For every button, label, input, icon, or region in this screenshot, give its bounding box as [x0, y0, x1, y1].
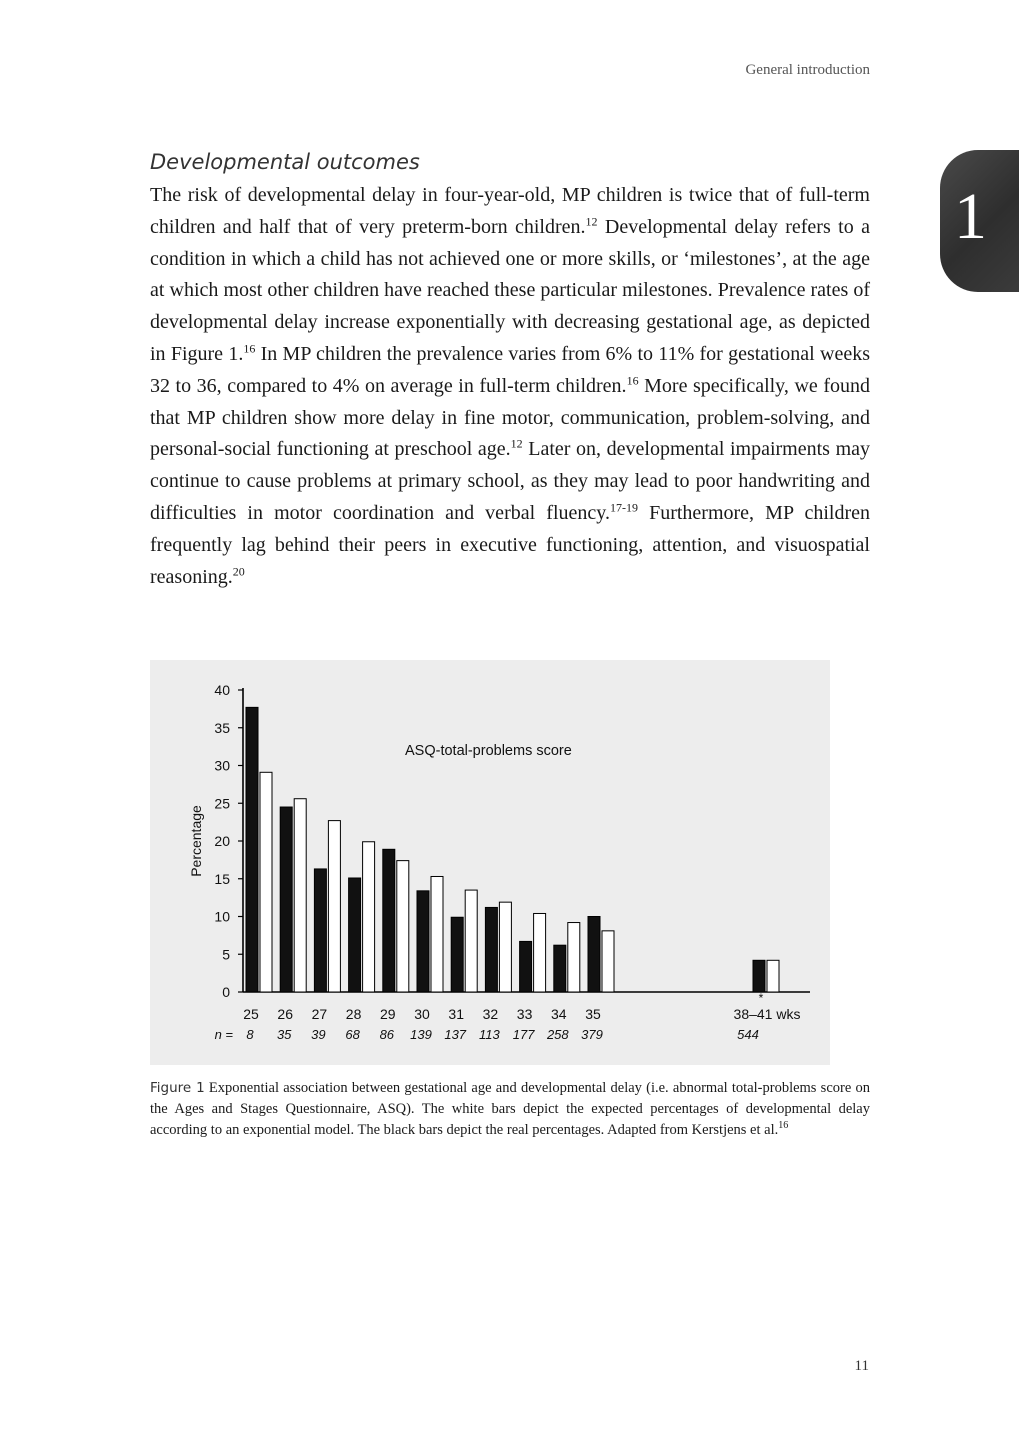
x-tick-label: 28 [345, 1006, 362, 1022]
y-tick-label: 25 [214, 795, 230, 812]
bar-observed [349, 878, 361, 992]
body-paragraph [150, 180, 870, 593]
bar-chart [150, 660, 830, 1065]
x-tick-label: 29 [380, 1006, 396, 1022]
n-value: 35 [276, 1027, 292, 1042]
chapter-tab [940, 150, 1019, 292]
bar-observed [753, 960, 765, 992]
caption-label: Figure 1 [150, 1080, 205, 1096]
bar-observed [383, 849, 395, 992]
y-axis-label: Percentage [188, 805, 204, 877]
bar-observed [246, 707, 258, 992]
bar-observed [280, 807, 292, 992]
bar-expected [363, 842, 375, 992]
n-value: 8 [246, 1027, 254, 1042]
bar-expected [568, 923, 580, 992]
chapter-number: 1 [954, 180, 987, 253]
bar-expected [260, 772, 272, 992]
n-value: 39 [311, 1027, 326, 1042]
x-tick-label: 25 [243, 1006, 259, 1022]
y-tick-label: 40 [214, 682, 230, 698]
y-tick-label: 5 [222, 946, 230, 963]
bar-expected [431, 876, 443, 992]
x-tick-label: 32 [482, 1006, 499, 1022]
bar-observed [554, 945, 566, 992]
paragraph-text: More specifically, we found that MP children show more delay in fine motor, communication, problem-solving, and personal-social functioning at preschool age. [150, 374, 870, 461]
x-tick-label: 35 [585, 1006, 601, 1022]
paragraph-text: Furthermore, MP children frequently lag behind their peers in executive functioning, attention, and visuospatial reasoning. [150, 501, 870, 588]
bar-observed [417, 891, 429, 992]
x-tick-label: 38–41 wks [733, 1006, 801, 1022]
y-tick-label: 20 [214, 833, 230, 849]
bar-observed [588, 917, 600, 993]
figure-caption [150, 1078, 870, 1141]
n-value: 139 [410, 1027, 432, 1042]
page-number: 11 [854, 1358, 869, 1374]
x-tick-label: 31 [448, 1006, 464, 1022]
bar-expected [294, 799, 306, 992]
bar-observed [451, 917, 463, 992]
x-tick-label: 34 [551, 1006, 567, 1022]
n-value: 137 [444, 1027, 467, 1042]
citation-superscript: 16 [243, 341, 256, 356]
x-tick-label: 30 [414, 1006, 430, 1022]
x-tick-label: 33 [516, 1006, 533, 1022]
citation-superscript: 20 [232, 563, 245, 578]
n-value: 177 [512, 1027, 535, 1042]
paragraph-text: Developmental delay refers to a condition in which a child has not achieved one or more skills, or ‘milestones’, at the age at which most other children have reached these particular milestones. Prevalence rates of developmental delay increase exponentially with decreasing gestational age, as depicted in Figure 1. [150, 215, 870, 365]
citation-superscript: 16 [626, 373, 639, 388]
running-head: General introduction [745, 62, 870, 78]
bar-expected [328, 821, 340, 992]
y-tick-label: 0 [222, 984, 230, 1000]
bar-expected [499, 902, 511, 992]
chart-title: ASQ-total-problems score [405, 743, 572, 759]
term-marker: * [758, 991, 764, 1005]
citation-superscript: 17-19 [609, 500, 638, 515]
bar-observed [314, 869, 326, 992]
caption-text: Exponential association between gestational age and developmental delay (i.e. abnormal total-problems score on the Ages and Stages Questionnaire, ASQ). The white bars depict the expected percentages of developmental delay according to an exponential model. The black bars depict the real percentages. Adapted from Kerstjens et al. [150, 1080, 870, 1138]
paragraph-text: In MP children the prevalence varies from 6% to 11% for gestational weeks 32 to 36, compared to 4% on average in full-term children. [150, 342, 870, 397]
bar-observed [520, 941, 532, 992]
section-heading: Developmental outcomes [150, 150, 420, 174]
n-label: n = [214, 1027, 233, 1042]
figure-1 [150, 660, 830, 1065]
n-value: 68 [345, 1027, 360, 1042]
paragraph-text: Later on, developmental impairments may continue to cause problems at primary school, as they may lead to poor handwriting and difficulties in motor coordination and verbal fluency. [150, 438, 870, 524]
y-tick-label: 15 [214, 870, 230, 887]
y-tick-label: 35 [214, 719, 230, 736]
n-value: 379 [581, 1027, 603, 1042]
n-value: 544 [737, 1027, 759, 1042]
bar-expected [767, 960, 779, 992]
bar-observed [485, 907, 497, 992]
n-value: 86 [379, 1027, 395, 1042]
bar-expected [534, 913, 546, 992]
citation-superscript: 12 [510, 436, 523, 451]
x-tick-label: 27 [311, 1006, 328, 1022]
bar-expected [465, 890, 477, 992]
y-tick-label: 10 [214, 908, 230, 925]
bar-expected [602, 931, 614, 992]
paragraph-text: The risk of developmental delay in four-year-old, MP children is twice that of full-term children and half that of very preterm-born children. [150, 184, 870, 238]
citation-superscript: 12 [585, 214, 598, 229]
bar-expected [397, 861, 409, 992]
x-tick-label: 26 [277, 1006, 293, 1022]
caption-citation: 16 [778, 1120, 789, 1132]
n-value: 258 [546, 1027, 569, 1042]
n-value: 113 [479, 1027, 500, 1042]
y-tick-label: 30 [214, 757, 230, 774]
